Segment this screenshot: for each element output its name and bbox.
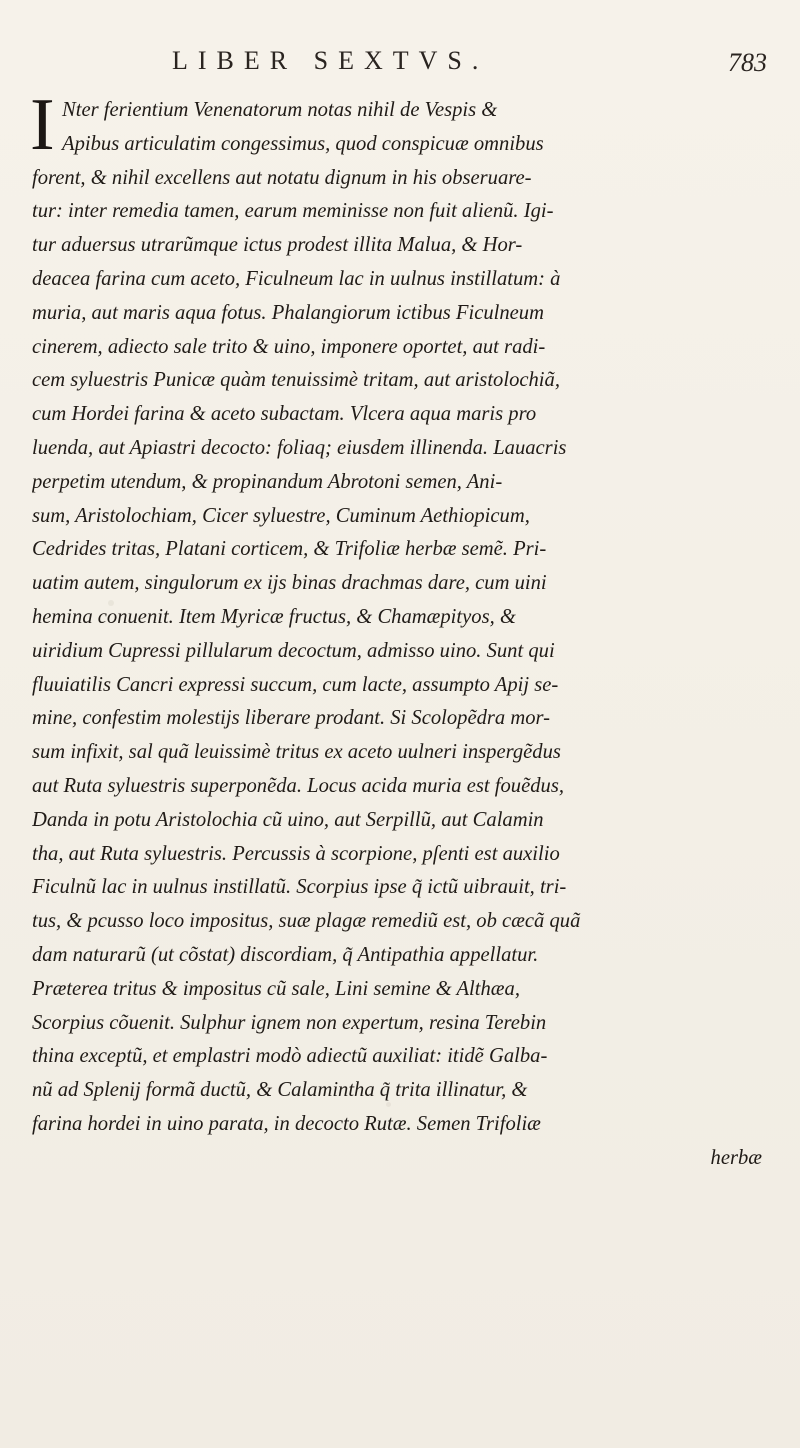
drop-cap: I	[30, 94, 55, 156]
text-line: forent, & nihil excellens aut notatu dignum in his obseruare-	[32, 166, 532, 189]
catchword: herbæ	[710, 1146, 762, 1169]
text-line: deacea farina cum aceto, Ficulneum lac in uulnus instillatum: à	[32, 267, 561, 290]
text-line: uiridium Cupressi pillularum decoctum, admisso uino. Sunt qui	[32, 639, 555, 662]
text-line: tur: inter remedia tamen, earum meminisse non fuit alienũ. Igi-	[32, 200, 554, 223]
text-line: hemina conuenit. Item Myricæ fructus, & Chamæpityos, &	[32, 605, 516, 628]
text-line: uatim autem, singulorum ex ijs binas drachmas dare, cum uini	[32, 572, 547, 595]
text-line: farina hordei in uino parata, in decocto Rutæ. Semen Trifoliæ	[32, 1112, 541, 1135]
text-line: Nter ferientium Venenatorum notas nihil de Vespis &	[62, 99, 498, 121]
text-line: dam naturarũ (ut cõstat) discordiam, q̃ Antipathia appellatur.	[32, 943, 539, 966]
main-text	[32, 94, 762, 1176]
text-line: tha, aut Ruta syluestris. Percussis à scorpione, pſenti est auxilio	[32, 842, 560, 865]
text-line: Scorpius cõuenit. Sulphur ignem non expertum, resina Terebin	[32, 1011, 547, 1034]
text-line: fluuiatilis Cancri expressi succum, cum lacte, assumpto Apij se-	[32, 673, 559, 696]
text-line: cum Hordei farina & aceto subactam. Vlcera aqua maris pro	[32, 403, 537, 426]
running-title: LIBER SEXTVS.	[172, 46, 489, 75]
text-line: sum, Aristolochiam, Cicer syluestre, Cuminum Aethiopicum,	[32, 504, 530, 527]
text-line: Apibus articulatim congessimus, quod conspicuæ omnibus	[62, 132, 544, 155]
text-line: thina exceptũ, et emplastri modò adiectũ auxiliat: itidẽ Galba-	[32, 1045, 548, 1068]
page-header	[0, 46, 800, 86]
text-line: Danda in potu Aristolochia cũ uino, aut Serpillũ, aut Calamin	[32, 808, 544, 831]
text-line: cem syluestris Punicæ quàm tenuissimè tritam, aut aristolochiã,	[32, 369, 560, 392]
text-line: perpetim utendum, & propinandum Abrotoni semen, Ani-	[32, 470, 503, 493]
text-line: nũ ad Splenij formã ductũ, & Calamintha q̃ trita illinatur, &	[32, 1079, 528, 1102]
text-line: sum infixit, sal quã leuissimè tritus ex aceto uulneri inspergẽdus	[32, 741, 561, 764]
text-line: aut Ruta syluestris superponẽda. Locus acida muria est fouẽdus,	[32, 774, 564, 797]
text-line: tus, & pcusso loco impositus, suæ plagæ remediũ est, ob cæcã quã	[32, 910, 581, 933]
text-line: luenda, aut Apiastri decocto: foliaq; eiusdem illinenda. Lauacris	[32, 436, 567, 459]
page-number: 783	[728, 48, 767, 77]
text-line: tur aduersus utrarũmque ictus prodest illita Malua, & Hor-	[32, 234, 523, 257]
text-line: mine, confestim molestijs liberare prodant. Si Scolopẽdra mor-	[32, 707, 551, 730]
text-line: Cedrides tritas, Platani corticem, & Trifoliæ herbæ semẽ. Pri-	[32, 538, 547, 561]
text-line: muria, aut maris aqua fotus. Phalangiorum ictibus Ficulneum	[32, 301, 544, 324]
text-line: cinerem, adiecto sale trito & uino, imponere oportet, aut radi-	[32, 335, 546, 358]
text-line: Ficulnũ lac in uulnus instillatũ. Scorpius ipse q̃ ictũ uibrauit, tri-	[32, 876, 567, 899]
text-line: Præterea tritus & impositus cũ sale, Lini semine & Althæa,	[32, 977, 520, 1000]
